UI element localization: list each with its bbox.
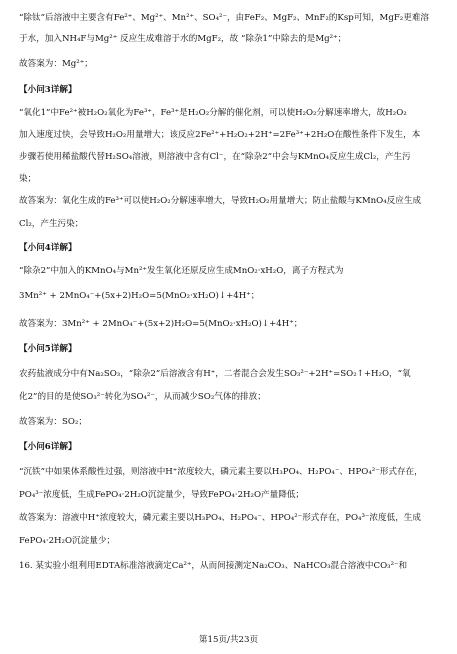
text-line-22: 故答案为：溶液中H⁺浓度较大，磷元素主要以H₃PO₄、H₂PO₄⁻、HPO₄²⁻形式存在，PO₄³⁻浓度低，生成 [19, 513, 421, 523]
section-heading-q6: 【小问6详解】 [19, 442, 77, 452]
text-line-10: Cl₂，产生污染； [19, 219, 84, 229]
text-line-8: 染； [19, 174, 37, 184]
text-line-7: 步骤若使用稀盐酸代替H₂SO₄溶液，则溶液中含有Cl⁻，在“除杂2”中会与KMnO₄反应生成Cl₂，产生污 [19, 152, 411, 162]
text-line-6: 加入速度过快，会导致H₂O₂用量增大；该反应2Fe²⁺+H₂O₂+2H⁺=2Fe³⁺+2H₂O在酸性条件下发生，本 [19, 130, 421, 140]
text-line-23: FePO₄·2H₂O沉淀量少； [19, 536, 116, 546]
text-line-3: 故答案为：Mg²⁺； [19, 59, 93, 69]
text-line-21: PO₄³⁻浓度低，生成FePO₄·2H₂O沉淀量少，导致FePO₄·2H₂O产量降低； [19, 490, 305, 500]
text-line-2: 于水，加入NH₄F与Mg²⁺ 反应生成难溶于水的MgF₂，故 “除杂1”中除去的是Mg²⁺； [19, 34, 347, 44]
text-line-9: 故答案为：氧化生成的Fe³⁺可以使H₂O₂分解速率增大，导致H₂O₂用量增大；防止盐酸与KMnO₄反应生成 [19, 196, 422, 206]
page-footer: 第15页/共23页 [198, 635, 259, 645]
answer-line-q5: 故答案为：SO₂； [19, 417, 87, 427]
text-line-20: “沉铁”中如果体系酸性过强，则溶液中H⁺浓度较大，磷元素主要以H₃PO₄、H₂PO₄⁻、HPO₄²⁻形式存在， [19, 467, 423, 477]
equation-line: 3Mn²⁺ + 2MnO₄⁻+(5x+2)H₂O=5(MnO₂·xH₂O)↓+4H⁺； [19, 291, 260, 301]
answer-line-q4: 故答案为：3Mn²⁺ + 2MnO₄⁻+(5x+2)H₂O=5(MnO₂·xH₂O)↓+4H⁺； [19, 319, 303, 329]
section-heading-q4: 【小问4详解】 [19, 243, 77, 253]
text-line-12: “除杂2”中加入的KMnO₄与Mn²⁺发生氧化还原反应生成MnO₂·xH₂O，离子方程式为 [19, 266, 344, 276]
question-16-line: 16. 某实验小组利用EDTA标准溶液滴定Ca²⁺，从而间接测定Na₂CO₃、NaHCO₃混合溶液中CO₃²⁻和 [19, 561, 408, 571]
text-line-16: 农药盐液成分中有Na₂SO₃，“除杂2”后溶液含有H⁺，二者混合会发生SO₃²⁻+2H⁺=SO₂↑+H₂O，“氧 [19, 369, 411, 379]
section-heading-q5: 【小问5详解】 [19, 344, 77, 354]
text-line-5: “氧化1”中Fe²⁺被H₂O₂氧化为Fe³⁺，Fe³⁺是H₂O₂分解的催化剂，可以使H₂O₂分解速率增大，故H₂O₂ [19, 108, 407, 118]
text-line-1: “除钛”后溶液中主要含有Fe²⁺、Mg²⁺、Mn²⁺、SO₄²⁻，由FeF₂、MgF₂、MnF₂的Ksp可知，MgF₂更难溶 [19, 13, 430, 23]
section-heading-q3: 【小问3详解】 [19, 85, 77, 95]
text-line-17: 化2”的目的是使SO₃²⁻转化为SO₄²⁻，从而减少SO₂气体的排放； [19, 392, 266, 402]
